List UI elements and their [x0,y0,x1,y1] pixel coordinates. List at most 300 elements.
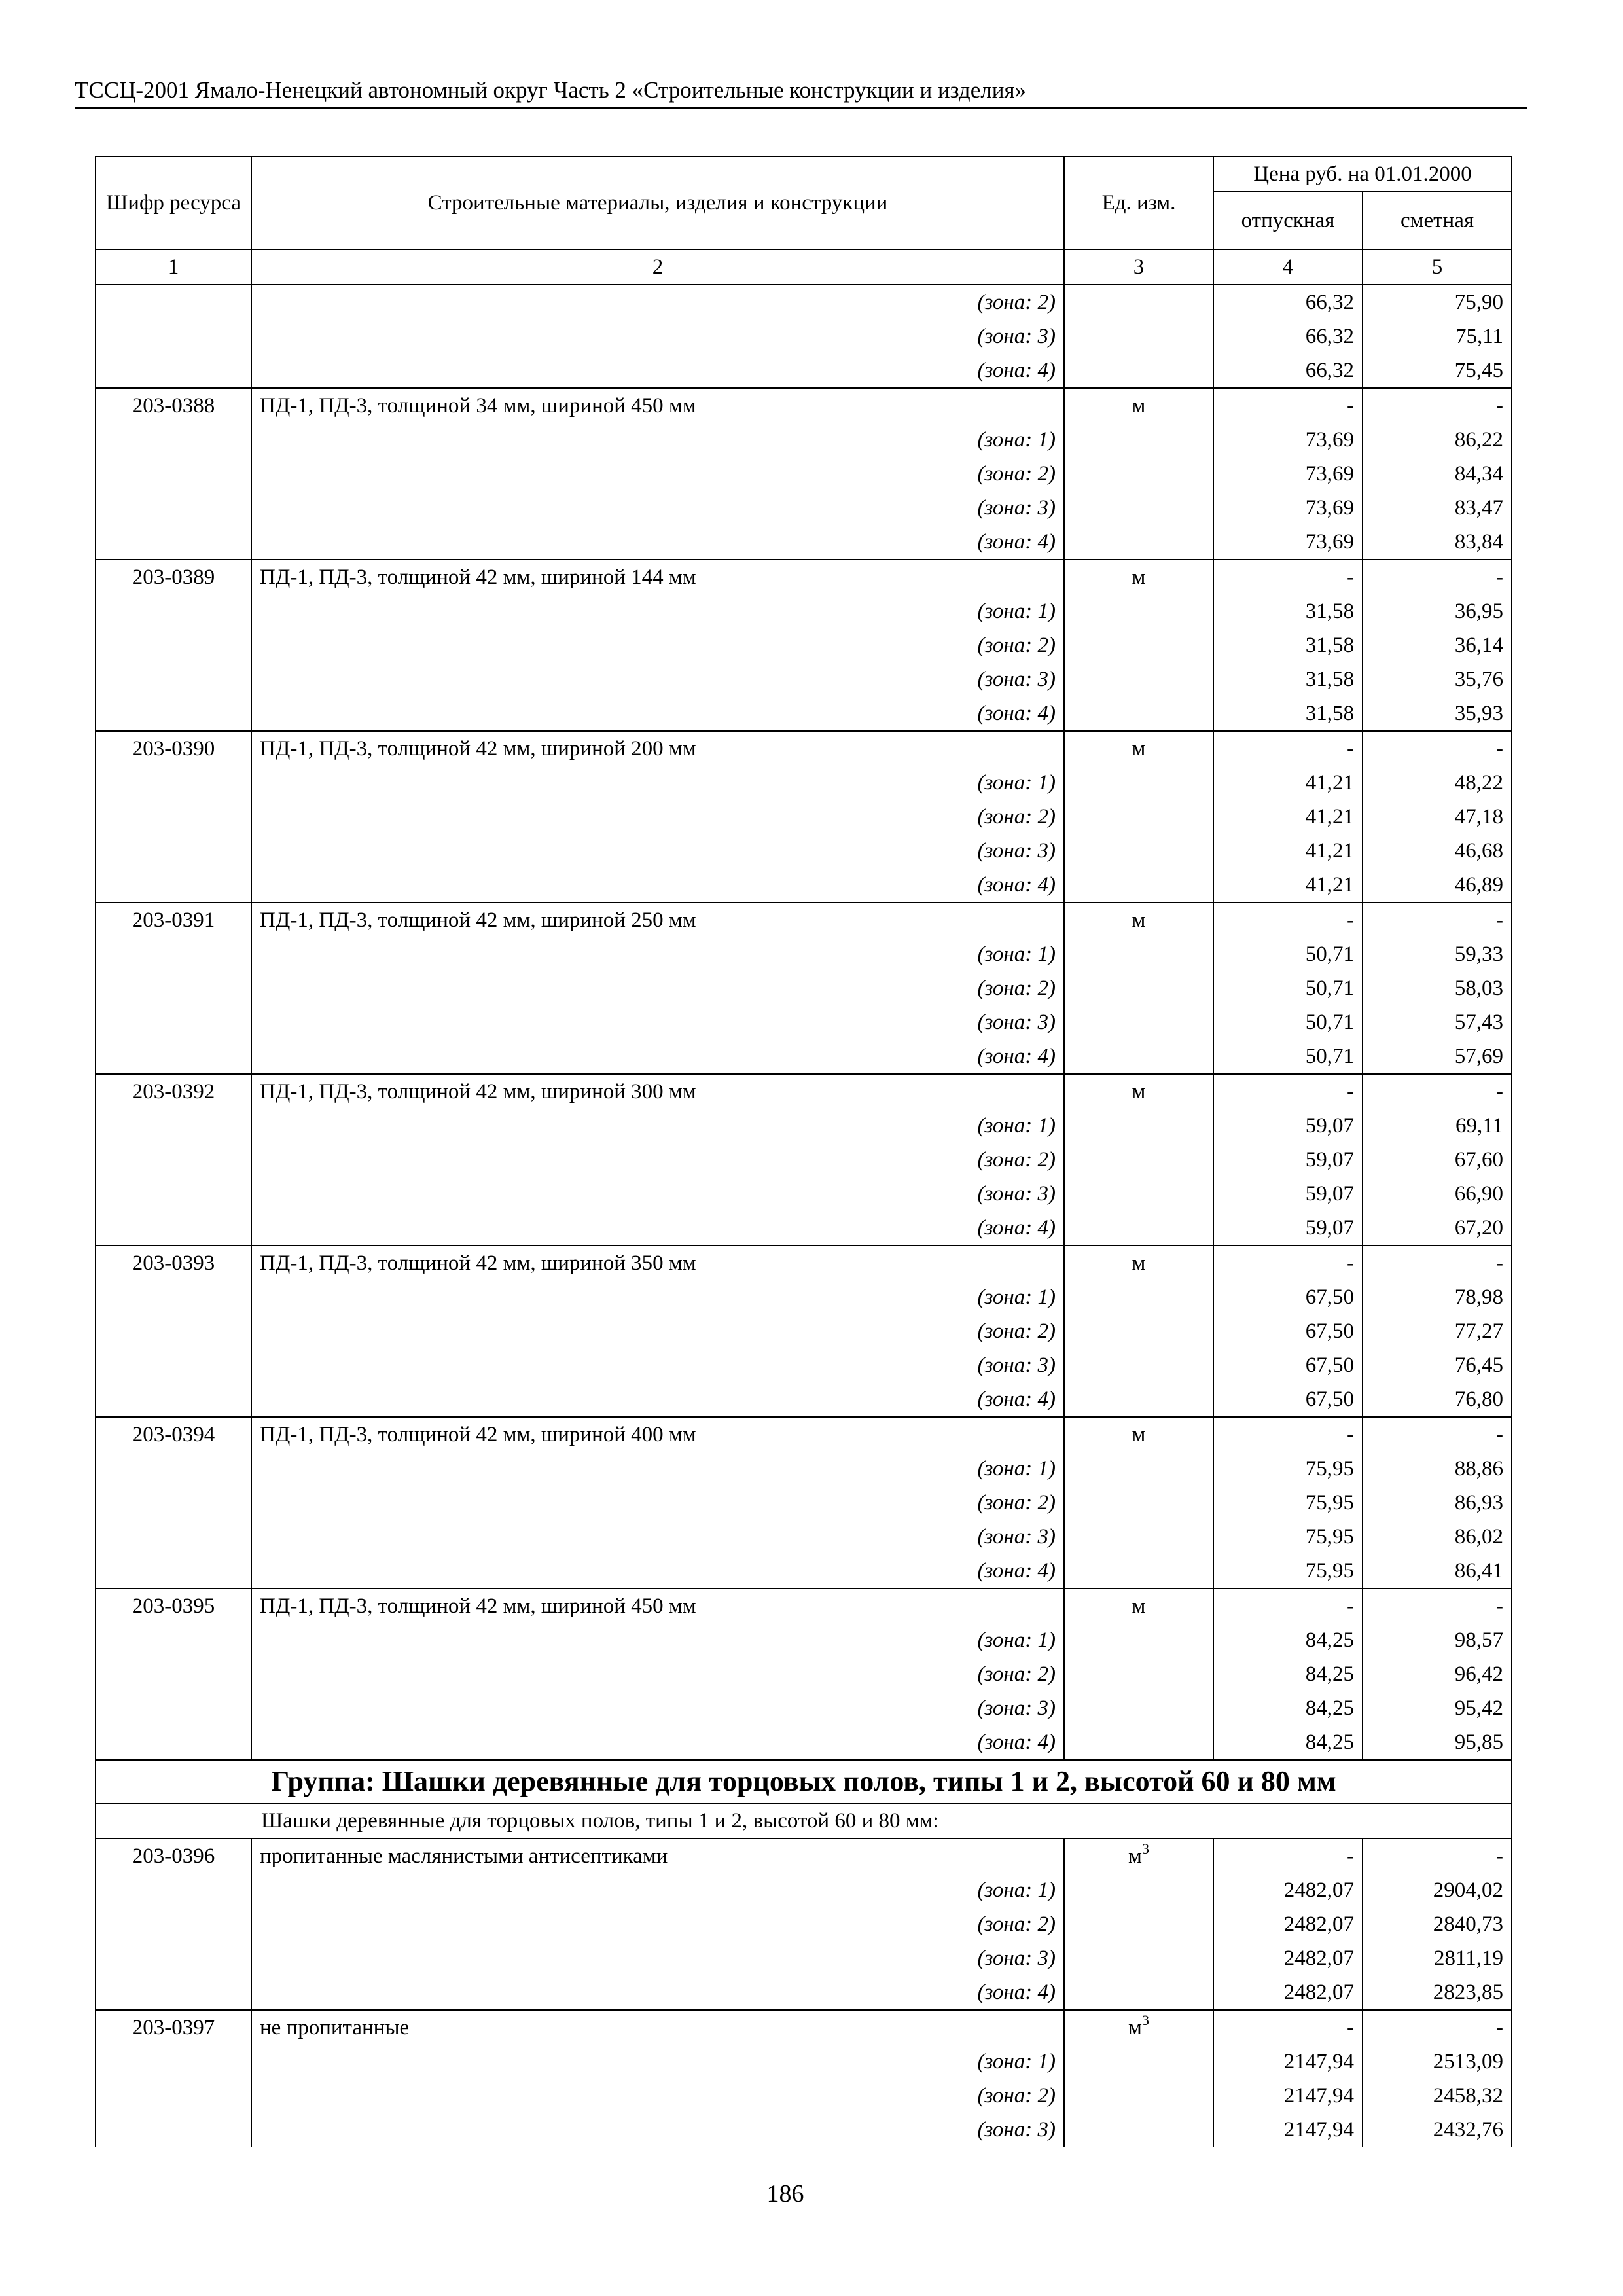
zone-row [96,2113,1512,2147]
release-price: 75,95 [1213,1554,1363,1588]
estimate-price: 88,86 [1363,1452,1512,1486]
unit-cell [1064,2045,1213,2079]
release-price: 2147,94 [1213,2113,1363,2147]
release-price: 50,71 [1213,1039,1363,1074]
estimate-price: - [1363,903,1512,937]
estimate-price: 36,14 [1363,628,1512,662]
material-name: ПД-1, ПД-3, толщиной 42 мм, шириной 400 мм [251,1417,1064,1452]
zone-label: (зона: 2) [251,1907,1064,1941]
zone-row [96,800,1512,834]
zone-row [96,2045,1512,2079]
estimate-price: 67,20 [1363,1211,1512,1246]
zone-label: (зона: 1) [251,1623,1064,1657]
estimate-price: 86,93 [1363,1486,1512,1520]
unit-cell [1064,696,1213,731]
zone-row [96,1486,1512,1520]
release-price: 66,32 [1213,319,1363,353]
resource-code-cell [96,1520,251,1554]
release-price: 2482,07 [1213,1975,1363,2010]
zone-row [96,937,1512,971]
table-row [96,388,1512,423]
release-price: 2482,07 [1213,1907,1363,1941]
unit-cell [1064,800,1213,834]
resource-code: 203-0394 [96,1417,251,1452]
column-number: 1 [96,249,251,285]
unit-cell [1064,766,1213,800]
subgroup-heading-row [96,1803,1512,1839]
zone-row [96,1873,1512,1907]
unit-cell [1064,319,1213,353]
zone-label: (зона: 1) [251,937,1064,971]
release-price: - [1213,1246,1363,1280]
unit-of-measure [1064,388,1213,423]
resource-code-cell [96,834,251,868]
estimate-price: 66,90 [1363,1177,1512,1211]
unit-cell [1064,1177,1213,1211]
zone-label: (зона: 3) [251,662,1064,696]
zone-label: (зона: 4) [251,696,1064,731]
estimate-price: 46,89 [1363,868,1512,903]
release-price: 31,58 [1213,594,1363,628]
zone-row [96,1005,1512,1039]
table-row [96,1246,1512,1280]
resource-code-cell [96,800,251,834]
estimate-price: 77,27 [1363,1314,1512,1348]
zone-row [96,1143,1512,1177]
unit-cell [1064,1623,1213,1657]
zone-row [96,1280,1512,1314]
resource-code-cell [96,971,251,1005]
zone-row [96,1554,1512,1588]
zone-label: (зона: 2) [251,1143,1064,1177]
material-name: ПД-1, ПД-3, толщиной 34 мм, шириной 450 мм [251,388,1064,423]
zone-row [96,1941,1512,1975]
zone-row [96,2079,1512,2113]
resource-code-cell [96,594,251,628]
zone-label: (зона: 2) [251,1657,1064,1691]
resource-code-cell [96,1941,251,1975]
release-price: 67,50 [1213,1348,1363,1382]
material-name: ПД-1, ПД-3, толщиной 42 мм, шириной 350 мм [251,1246,1064,1280]
release-price: - [1213,388,1363,423]
unit-cell [1064,423,1213,457]
resource-code-cell [96,1211,251,1246]
release-price: 67,50 [1213,1280,1363,1314]
table-header [96,156,1512,285]
zone-label: (зона: 1) [251,1109,1064,1143]
estimate-price: 69,11 [1363,1109,1512,1143]
release-price: 66,32 [1213,353,1363,388]
release-price: 84,25 [1213,1725,1363,1760]
zone-label: (зона: 4) [251,1975,1064,2010]
unit-cell [1064,937,1213,971]
estimate-price: - [1363,1074,1512,1109]
estimate-price: 67,60 [1363,1143,1512,1177]
estimate-price: 75,45 [1363,353,1512,388]
zone-row [96,766,1512,800]
resource-code-cell [96,766,251,800]
zone-label: (зона: 4) [251,1382,1064,1417]
resource-code-cell [96,1691,251,1725]
unit-cell [1064,1382,1213,1417]
release-price: - [1213,731,1363,766]
zone-label: (зона: 1) [251,1452,1064,1486]
zone-row [96,696,1512,731]
resource-code-cell [96,1109,251,1143]
zone-label: (зона: 4) [251,525,1064,560]
zone-row [96,319,1512,353]
estimate-price: 59,33 [1363,937,1512,971]
zone-label: (зона: 2) [251,1486,1064,1520]
resource-code-cell [96,1143,251,1177]
unit-of-measure [1064,731,1213,766]
release-price: 66,32 [1213,285,1363,319]
zone-row [96,1348,1512,1382]
release-price: 59,07 [1213,1109,1363,1143]
material-name: ПД-1, ПД-3, толщиной 42 мм, шириной 250 мм [251,903,1064,937]
unit-text: м [1132,1080,1146,1103]
unit-text: м [1132,908,1146,932]
zone-row [96,1452,1512,1486]
zone-label: (зона: 3) [251,1941,1064,1975]
release-price: 75,95 [1213,1486,1363,1520]
estimate-price: - [1363,1246,1512,1280]
resource-code: 203-0391 [96,903,251,937]
estimate-price: 57,69 [1363,1039,1512,1074]
estimate-price: 35,76 [1363,662,1512,696]
unit-cell [1064,1039,1213,1074]
unit-text: м [1128,1844,1142,1868]
resource-code-cell [96,1657,251,1691]
zone-label: (зона: 3) [251,2113,1064,2147]
resource-code-cell [96,423,251,457]
running-header: ТССЦ-2001 Ямало-Ненецкий автономный округ Часть 2 «Строительные конструкции и изделия» [75,77,1027,103]
estimate-price: 2811,19 [1363,1941,1512,1975]
zone-label: (зона: 4) [251,1554,1064,1588]
material-name: ПД-1, ПД-3, толщиной 42 мм, шириной 144 мм [251,560,1064,594]
zone-label: (зона: 2) [251,800,1064,834]
zone-row [96,1382,1512,1417]
release-price: 84,25 [1213,1623,1363,1657]
release-price: 2482,07 [1213,1873,1363,1907]
zone-row [96,1907,1512,1941]
table-row [96,1074,1512,1109]
unit-cell [1064,457,1213,491]
estimate-price: 36,95 [1363,594,1512,628]
zone-label: (зона: 4) [251,353,1064,388]
zone-row [96,423,1512,457]
release-price: 67,50 [1213,1382,1363,1417]
subgroup-title: Шашки деревянные для торцовых полов, типы 1 и 2, высотой 60 и 80 мм: [96,1803,1512,1839]
unit-of-measure [1064,1074,1213,1109]
zone-label: (зона: 4) [251,868,1064,903]
zone-row [96,594,1512,628]
column-number: 3 [1064,249,1213,285]
unit-text: м [1132,1594,1146,1618]
resource-code-cell [96,525,251,560]
estimate-price: 76,45 [1363,1348,1512,1382]
estimate-price: 2823,85 [1363,1975,1512,2010]
price-table [95,156,1512,2147]
zone-label: (зона: 1) [251,1280,1064,1314]
release-price: 50,71 [1213,1005,1363,1039]
resource-code-cell [96,1907,251,1941]
estimate-price: 78,98 [1363,1280,1512,1314]
zone-row [96,525,1512,560]
estimate-price: 86,02 [1363,1520,1512,1554]
table-body [96,285,1512,2147]
unit-cell [1064,1554,1213,1588]
unit-cell [1064,1280,1213,1314]
release-price: 73,69 [1213,491,1363,525]
resource-code-cell [96,1452,251,1486]
unit-cell [1064,628,1213,662]
resource-code-cell [96,1280,251,1314]
release-price: 50,71 [1213,971,1363,1005]
zone-label: (зона: 2) [251,971,1064,1005]
resource-code-cell [96,1314,251,1348]
unit-text: м [1132,1423,1146,1446]
table-row [96,1588,1512,1623]
unit-cell [1064,1725,1213,1760]
resource-code: 203-0396 [96,1839,251,1873]
unit-of-measure [1064,1417,1213,1452]
zone-label: (зона: 1) [251,2045,1064,2079]
release-price: - [1213,560,1363,594]
resource-code-cell [96,1382,251,1417]
release-price: 41,21 [1213,834,1363,868]
zone-row [96,491,1512,525]
release-price: 84,25 [1213,1657,1363,1691]
zone-row [96,1691,1512,1725]
zone-label: (зона: 3) [251,491,1064,525]
resource-code: 203-0389 [96,560,251,594]
resource-code-cell [96,285,251,319]
estimate-price: 76,80 [1363,1382,1512,1417]
estimate-price: 47,18 [1363,800,1512,834]
table-row [96,560,1512,594]
resource-code-cell [96,1725,251,1760]
material-name: ПД-1, ПД-3, толщиной 42 мм, шириной 450 мм [251,1588,1064,1623]
table-row [96,1839,1512,1873]
resource-code: 203-0393 [96,1246,251,1280]
zone-label: (зона: 1) [251,423,1064,457]
material-name: пропитанные маслянистыми антисептиками [251,1839,1064,1873]
resource-code-cell [96,1554,251,1588]
estimate-price: 83,47 [1363,491,1512,525]
resource-code-cell [96,1039,251,1074]
zone-row [96,1109,1512,1143]
header-release-price: отпускная [1213,192,1363,249]
unit-cell [1064,491,1213,525]
estimate-price: 75,90 [1363,285,1512,319]
resource-code-cell [96,662,251,696]
resource-code-cell [96,937,251,971]
unit-cell [1064,1907,1213,1941]
zone-row [96,1314,1512,1348]
release-price: 73,69 [1213,457,1363,491]
release-price: 31,58 [1213,628,1363,662]
zone-label: (зона: 2) [251,457,1064,491]
resource-code-cell [96,696,251,731]
release-price: 67,50 [1213,1314,1363,1348]
zone-label: (зона: 3) [251,834,1064,868]
unit-cell [1064,353,1213,388]
estimate-price: 57,43 [1363,1005,1512,1039]
release-price: - [1213,1839,1363,1873]
unit-cell [1064,1975,1213,2010]
resource-code: 203-0397 [96,2010,251,2045]
release-price: 73,69 [1213,423,1363,457]
resource-code-cell [96,1623,251,1657]
unit-text: м [1132,1251,1146,1275]
unit-cell [1064,285,1213,319]
estimate-price: 98,57 [1363,1623,1512,1657]
table-row [96,2010,1512,2045]
estimate-price: 86,22 [1363,423,1512,457]
unit-of-measure [1064,1839,1213,1873]
zone-row [96,1177,1512,1211]
unit-cell [1064,971,1213,1005]
zone-label: (зона: 1) [251,594,1064,628]
release-price: 2482,07 [1213,1941,1363,1975]
estimate-price: 35,93 [1363,696,1512,731]
unit-cell [1064,2113,1213,2147]
zone-label: (зона: 4) [251,1039,1064,1074]
header-code: Шифр ресурса [96,156,251,249]
zone-row [96,1520,1512,1554]
release-price: 75,95 [1213,1452,1363,1486]
zone-label: (зона: 4) [251,1725,1064,1760]
unit-of-measure [1064,2010,1213,2045]
material-name: ПД-1, ПД-3, толщиной 42 мм, шириной 200 мм [251,731,1064,766]
zone-row [96,1211,1512,1246]
estimate-price: 95,85 [1363,1725,1512,1760]
unit-cell [1064,1005,1213,1039]
zone-label: (зона: 3) [251,1348,1064,1382]
resource-code-cell [96,1975,251,2010]
resource-code-cell [96,2045,251,2079]
unit-of-measure [1064,1246,1213,1280]
estimate-price: 83,84 [1363,525,1512,560]
column-number: 2 [251,249,1064,285]
zone-label: (зона: 2) [251,285,1064,319]
estimate-price: 2904,02 [1363,1873,1512,1907]
estimate-price: 58,03 [1363,971,1512,1005]
estimate-price: 96,42 [1363,1657,1512,1691]
unit-cell [1064,1211,1213,1246]
release-price: 59,07 [1213,1143,1363,1177]
column-number: 4 [1213,249,1363,285]
header-price-group: Цена руб. на 01.01.2000 [1213,156,1512,192]
release-price: 75,95 [1213,1520,1363,1554]
resource-code-cell [96,868,251,903]
zone-row [96,1039,1512,1074]
resource-code: 203-0392 [96,1074,251,1109]
estimate-price: - [1363,731,1512,766]
material-name: не пропитанные [251,2010,1064,2045]
page-number: 186 [766,2180,804,2208]
estimate-price: 75,11 [1363,319,1512,353]
release-price: 31,58 [1213,662,1363,696]
unit-text: м [1132,394,1146,418]
unit-exponent: 3 [1141,2012,1149,2028]
estimate-price: 95,42 [1363,1691,1512,1725]
unit-cell [1064,1486,1213,1520]
unit-cell [1064,662,1213,696]
resource-code-cell [96,457,251,491]
estimate-price: 48,22 [1363,766,1512,800]
release-price: 41,21 [1213,766,1363,800]
unit-cell [1064,2079,1213,2113]
release-price: 2147,94 [1213,2045,1363,2079]
unit-cell [1064,1657,1213,1691]
estimate-price: - [1363,1588,1512,1623]
unit-cell [1064,834,1213,868]
release-price: 2147,94 [1213,2079,1363,2113]
zone-row [96,1725,1512,1760]
resource-code-cell [96,319,251,353]
group-title: Группа: Шашки деревянные для торцовых полов, типы 1 и 2, высотой 60 и 80 мм [96,1760,1512,1803]
unit-cell [1064,1873,1213,1907]
resource-code-cell [96,1486,251,1520]
header-unit: Ед. изм. [1064,156,1213,249]
unit-text: м [1128,2016,1142,2039]
unit-cell [1064,1520,1213,1554]
estimate-price: - [1363,1417,1512,1452]
zone-row [96,868,1512,903]
unit-cell [1064,1143,1213,1177]
estimate-price: 2458,32 [1363,2079,1512,2113]
column-number: 5 [1363,249,1512,285]
resource-code-cell [96,1177,251,1211]
release-price: 41,21 [1213,800,1363,834]
release-price: 41,21 [1213,868,1363,903]
estimate-price: 46,68 [1363,834,1512,868]
unit-cell [1064,594,1213,628]
release-price: 59,07 [1213,1211,1363,1246]
table-row [96,731,1512,766]
group-heading-row [96,1760,1512,1803]
resource-code-cell [96,1873,251,1907]
table-row [96,1417,1512,1452]
zone-label: (зона: 2) [251,628,1064,662]
zone-row [96,1975,1512,2010]
zone-row [96,1623,1512,1657]
unit-cell [1064,1314,1213,1348]
unit-cell [1064,1691,1213,1725]
resource-code-cell [96,491,251,525]
estimate-price: - [1363,2010,1512,2045]
estimate-price: - [1363,388,1512,423]
zone-row [96,457,1512,491]
resource-code: 203-0390 [96,731,251,766]
estimate-price: 2513,09 [1363,2045,1512,2079]
release-price: - [1213,1588,1363,1623]
zone-label: (зона: 1) [251,766,1064,800]
release-price: - [1213,1074,1363,1109]
unit-of-measure [1064,560,1213,594]
release-price: - [1213,1417,1363,1452]
release-price: 59,07 [1213,1177,1363,1211]
resource-code-cell [96,2113,251,2147]
estimate-price: - [1363,560,1512,594]
resource-code: 203-0388 [96,388,251,423]
resource-code-cell [96,2079,251,2113]
unit-cell [1064,868,1213,903]
resource-code-cell [96,628,251,662]
zone-label: (зона: 4) [251,1211,1064,1246]
